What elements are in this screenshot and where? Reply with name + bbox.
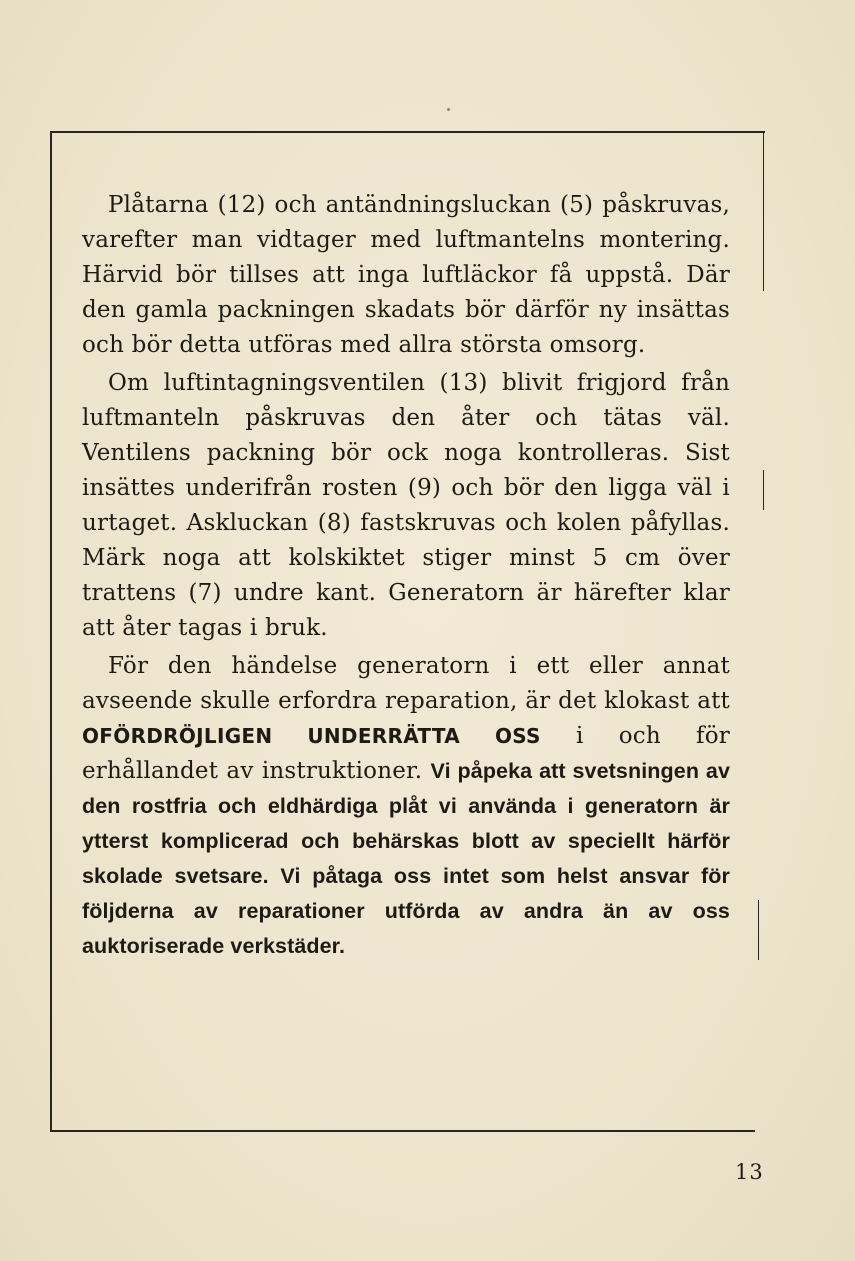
welding-warning-text: Vi påpeka att svetsningen av den rostfria och eldhärdiga plåt vi använda i generatorn är ytterst komplicerad och behärskas blott av speciellt härför skolade svetsare. Vi påtaga oss intet som helst ansvar för följderna av reparationer utförda av andra än av oss auktoriserade verkstäder. <box>82 759 731 958</box>
frame-rule-right <box>763 131 764 291</box>
notify-us-emphasis: OFÖRDRÖJLIGEN UNDERRÄTTA OSS <box>82 724 541 748</box>
body-text <box>82 188 730 964</box>
frame-rule-right-segment-lower <box>758 900 759 960</box>
print-speck <box>447 108 450 111</box>
paragraph-valve: Om luftintagningsventilen (13) blivit frigjord från luftmanteln påskruvas den åter och tätas väl. Ventilens packning bör ock noga kontrolleras. Sist insättes underifrån rosten (9) och bör den ligga väl i urtaget. Askluckan (8) fastskruvas och kolen påfyllas. Märk noga att kolskiktet stiger minst 5 cm över trattens (7) undre kant. Generatorn är härefter klar att åter tagas i bruk. <box>82 370 730 641</box>
paragraph-repair <box>82 649 730 964</box>
frame-rule-right-segment <box>763 470 764 510</box>
frame-rule-left <box>50 131 52 1132</box>
frame-rule-top <box>50 131 765 133</box>
repair-intro-text: För den händelse generatorn i ett eller annat avseende skulle erfordra reparation, är det klokast att <box>82 653 730 714</box>
repair-instructions-text: i och för erhållandet av instruktioner. <box>82 723 731 784</box>
paragraph-mounting: Plåtarna (12) och antändningsluckan (5) påskruvas, varefter man vidtager med luftmantelns montering. Härvid bör tillses att inga luftläckor få uppstå. Där den gamla packningen skadats bör därför ny insättas och bör detta utföras med allra största omsorg. <box>82 192 730 358</box>
frame-rule-bottom <box>50 1130 755 1132</box>
page-number: 13 <box>735 1160 764 1184</box>
